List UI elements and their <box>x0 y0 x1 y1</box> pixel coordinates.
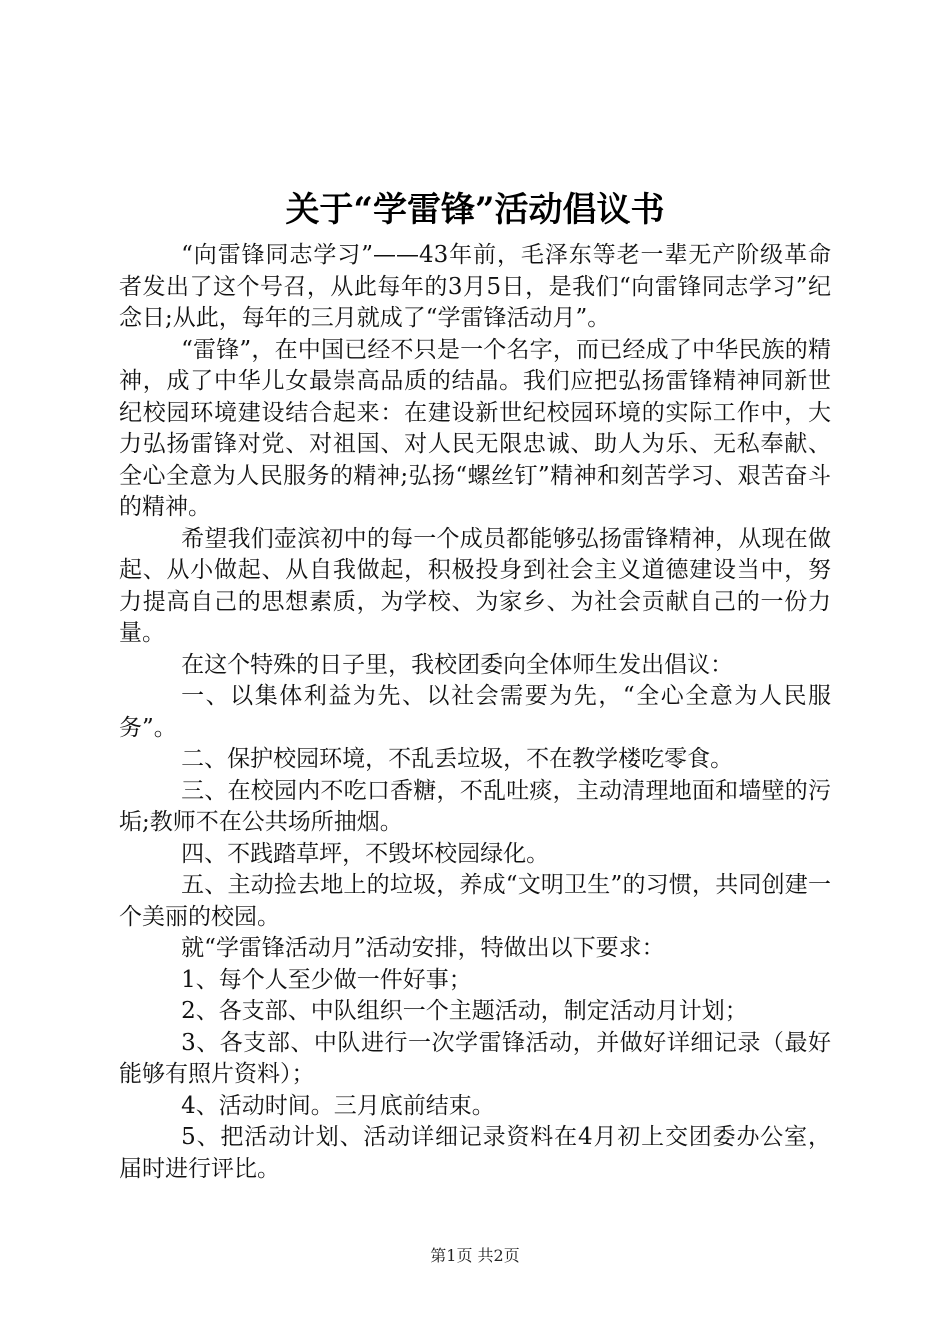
paragraph-intro: “向雷锋同志学习”——43年前，毛泽东等老一辈无产阶级革命者发出了这个号召，从此每年的3月5日，是我们“向雷锋同志学习”纪念日;从此，每年的三月就成了“学雷锋活动月”。 <box>119 242 831 331</box>
requirement-item-5: 5、把活动计划、活动详细记录资料在4月初上交团委办公室，届时进行评比。 <box>119 1124 831 1182</box>
proposal-item-4: 四、不践踏草坪，不毁坏校园绿化。 <box>181 840 550 867</box>
proposal-item-3: 三、在校园内不吃口香糖，不乱吐痰，主动清理地面和墙壁的污垢;教师不在公共场所抽烟。 <box>119 777 831 835</box>
proposal-item-2: 二、保护校园环境，不乱丢垃圾，不在教学楼吃零食。 <box>181 746 734 772</box>
document-title: 关于“学雷锋”活动倡议书 <box>285 190 665 230</box>
page-number-footer: 第1页 共2页 <box>430 1246 520 1265</box>
requirement-item-1: 1、每个人至少做一件好事； <box>181 966 472 993</box>
paragraph-leifeng-spirit: “雷锋”，在中国已经不只是一个名字，而已经成了中华民族的精神，成了中华儿女最崇高品质的结晶。我们应把弘扬雷锋精神同新世纪校园环境建设结合起来：在建设新世纪校园环境的实际工作中，大力弘扬雷锋对党、对祖国、对人民无限忠诚、助人为乐、无私奉献、全心全意为人民服务的精神;弘扬“螺丝钉”精神和刻苦学习、艰苦奋斗的精神。 <box>119 336 831 520</box>
proposal-item-1: 一、以集体利益为先、以社会需要为先，“全心全意为人民服务”。 <box>119 683 831 741</box>
paragraph-requirements-intro: 就“学雷锋活动月”活动安排，特做出以下要求： <box>181 935 665 961</box>
document-body <box>119 240 831 1185</box>
paragraph-hope: 希望我们壶滨初中的每一个成员都能够弘扬雷锋精神，从现在做起、从小做起、从自我做起，积极投身到社会主义道德建设当中，努力提高自己的思想素质，为学校、为家乡、为社会贡献自己的一份力量。 <box>119 525 831 646</box>
requirement-item-3: 3、各支部、中队进行一次学雷锋活动，并做好详细记录（最好能够有照片资料）； <box>119 1029 831 1087</box>
requirement-item-2: 2、各支部、中队组织一个主题活动，制定活动月计划； <box>181 998 748 1024</box>
paragraph-proposal-intro: 在这个特殊的日子里，我校团委向全体师生发出倡议： <box>181 651 734 678</box>
proposal-item-5: 五、主动捡去地上的垃圾，养成“文明卫生”的习惯，共同创建一个美丽的校园。 <box>119 872 831 930</box>
requirement-item-4: 4、活动时间。三月底前结束。 <box>181 1092 495 1119</box>
